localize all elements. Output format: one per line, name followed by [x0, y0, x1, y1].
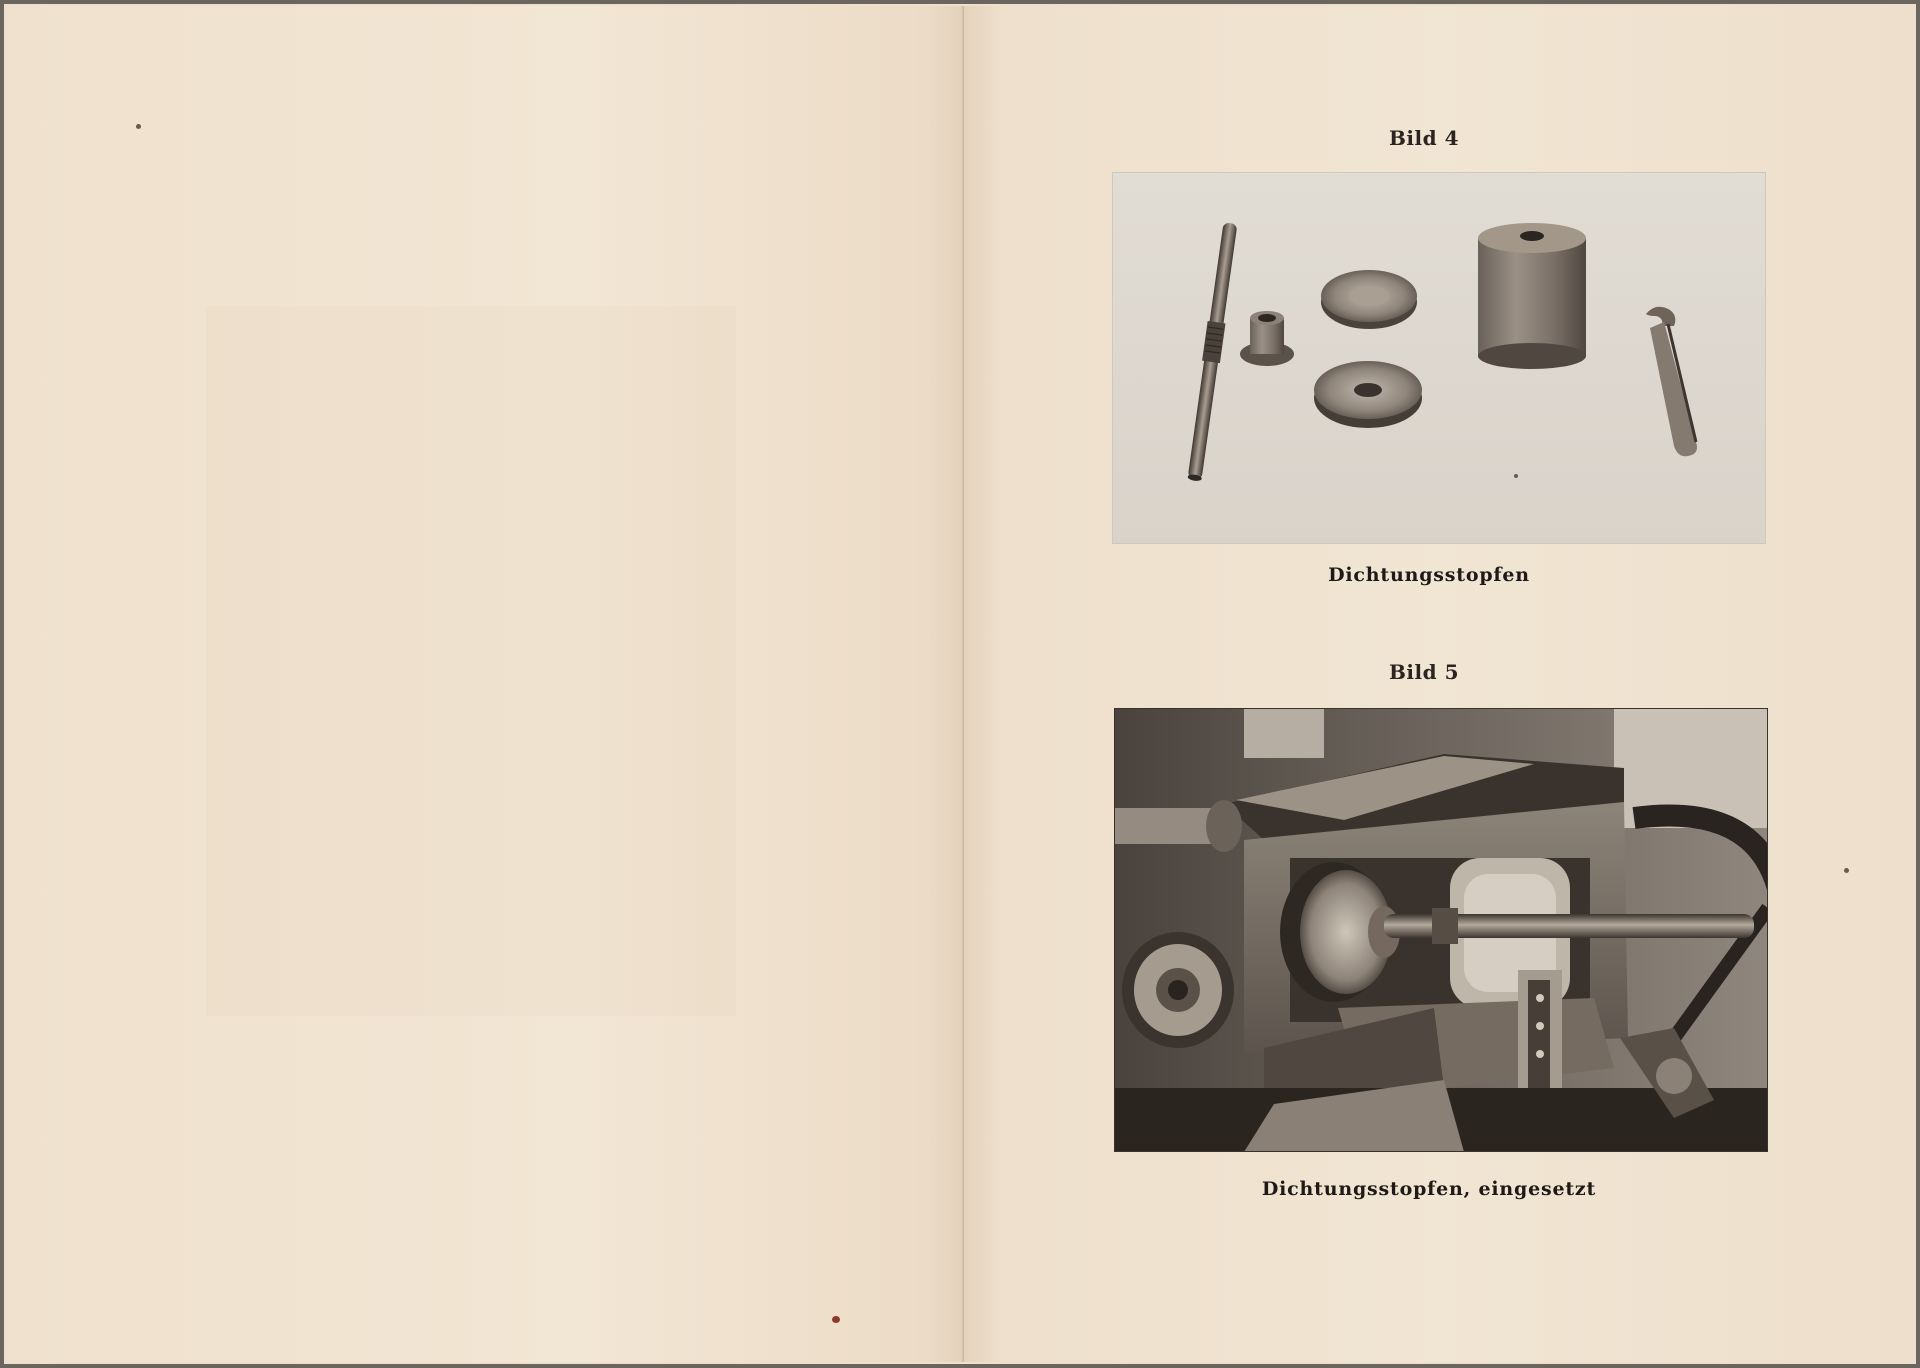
right-page: [964, 6, 1914, 1362]
lower-disc-part: [1314, 361, 1422, 428]
bleed-through-shadow: [206, 306, 736, 1016]
paper-speck: [136, 124, 141, 129]
paper-speck: [1514, 474, 1518, 478]
upper-disc-part: [1321, 270, 1417, 329]
figure-4-caption: Dichtungsstopfen: [1328, 564, 1530, 586]
figure-5-caption: Dichtungsstopfen, eingesetzt: [1261, 1178, 1597, 1200]
left-page-blank: [6, 6, 964, 1362]
figure-4-photo: [1112, 172, 1766, 544]
paper-speck: [1844, 868, 1849, 873]
figure-4-label: Bild 4: [1389, 126, 1459, 150]
paper-speck: [832, 1316, 840, 1323]
pulley: [1122, 932, 1234, 1048]
figure-5-photo: [1114, 708, 1768, 1152]
cylinder-part: [1478, 223, 1586, 369]
figure-5-label: Bild 5: [1389, 660, 1459, 684]
